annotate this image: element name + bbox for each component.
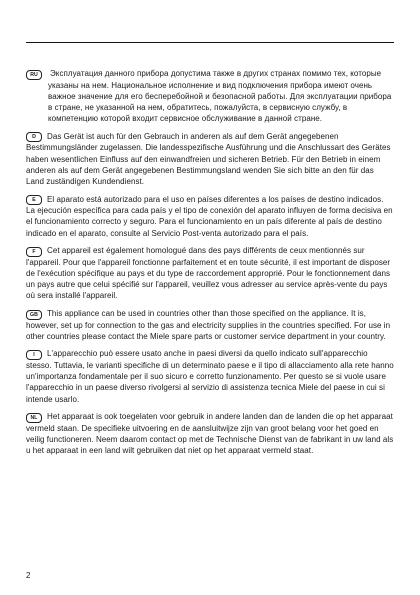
section-text-nl: Het apparaat is ook toegelaten voor gebruik in andere landen dan de landen die op het apparaat vermeld staan. De specifieke uitvoering en de aansluitwijze zijn van groot belang voor het goed en veilig functioneren. Neem daarom contact op met de Technische Dienst van de fabrikant in uw land als u het apparaat in een land wilt gebruiken dat niet op het apparaat vermeld staat. (26, 412, 394, 456)
section-ru (26, 68, 394, 124)
section-text-d: Das Gerät ist auch für den Gebrauch in anderen als auf dem Gerät angegebenen Bestimmungsländer zugelassen. Die landesspezifische Ausführung und die Anschlussart des Gerätes haben wesentlichen Einfluss auf den einwandfreien und sicheren Betrieb. Für den Betrieb in einem anderen als auf dem Gerät angegebenen Bestimmungsland wenden Sie sich bitte an den für das Land zuständigen Kundendienst. (26, 131, 391, 186)
section-d (26, 131, 394, 187)
section-text-f: Cet appareil est également homologué dans des pays différents de ceux mentionnés sur l'appareil. Pour que l'appareil fonctionne parfaitement et en toute sécurité, il est important de disposer de l'exécution spécifique au pays et du type de raccordement approprié. Pour le fonctionnement dans un pays autre que celui spécifié sur l'appareil, veuillez vous adresser au service après-vente du pays où sera installé l'appareil. (26, 246, 391, 301)
country-badge-f: F (26, 247, 42, 257)
document-body (26, 68, 394, 463)
section-f (26, 245, 394, 301)
country-badge-i: I (26, 350, 42, 360)
page-number: 2 (26, 571, 31, 580)
section-text-e: El aparato está autorizado para el uso en países diferentes a los países de destino indicados. La ejecución específica para cada país y el tipo de conexión del aparato influyen de forma decisiva en el funcionamiento correcto y seguro. Para el funcionamiento en un país diferente al país de destino indicado en el aparato, consulte al Servicio Post-venta autorizado para el país. (26, 194, 393, 238)
country-badge-e: E (26, 195, 42, 205)
country-badge-d: D (26, 132, 42, 142)
section-gb (26, 308, 394, 342)
country-badge-nl: NL (26, 413, 42, 423)
country-badge-gb: GB (26, 310, 42, 320)
top-rule (26, 42, 394, 43)
section-i (26, 348, 394, 404)
country-badge-ru: RU (26, 70, 42, 80)
section-text-gb: This appliance can be used in countries other than those specified on the appliance. It is, however, set up for connection to the gas and electricity supplies in the countries specified. For use in other countries please contact the Miele spare parts or customer service department in your country. (26, 309, 391, 341)
section-nl (26, 411, 394, 456)
section-e (26, 194, 394, 239)
section-text-i: L'apparecchio può essere usato anche in paesi diversi da quello indicato sull'apparecchio stesso. Tuttavia, le varianti specifiche di un determinato paese e il tipo di allacciamento alla rete hanno un'importanza fondamentale per il suo sicuro e corretto funzionamento. Per questo se si vuole usare l'apparecchio in un paese diverso rivolgersi al servizio di assistenza tecnica Miele del paese in cui si intende usarlo. (26, 349, 394, 404)
section-text-ru: Эксплуатация данного прибора допустима также в других странах помимо тех, которые указаны на нем. Национальное исполнение и вид подключения прибора имеют очень важное значение для его бесперебойной и безопасной работы. Для эксплуатации прибора в стране, не указанной на нем, обратитесь, пожалуйста, в сервисную службу, в компетенцию которой входит сервисное обслуживание в данной стране. (48, 69, 392, 124)
